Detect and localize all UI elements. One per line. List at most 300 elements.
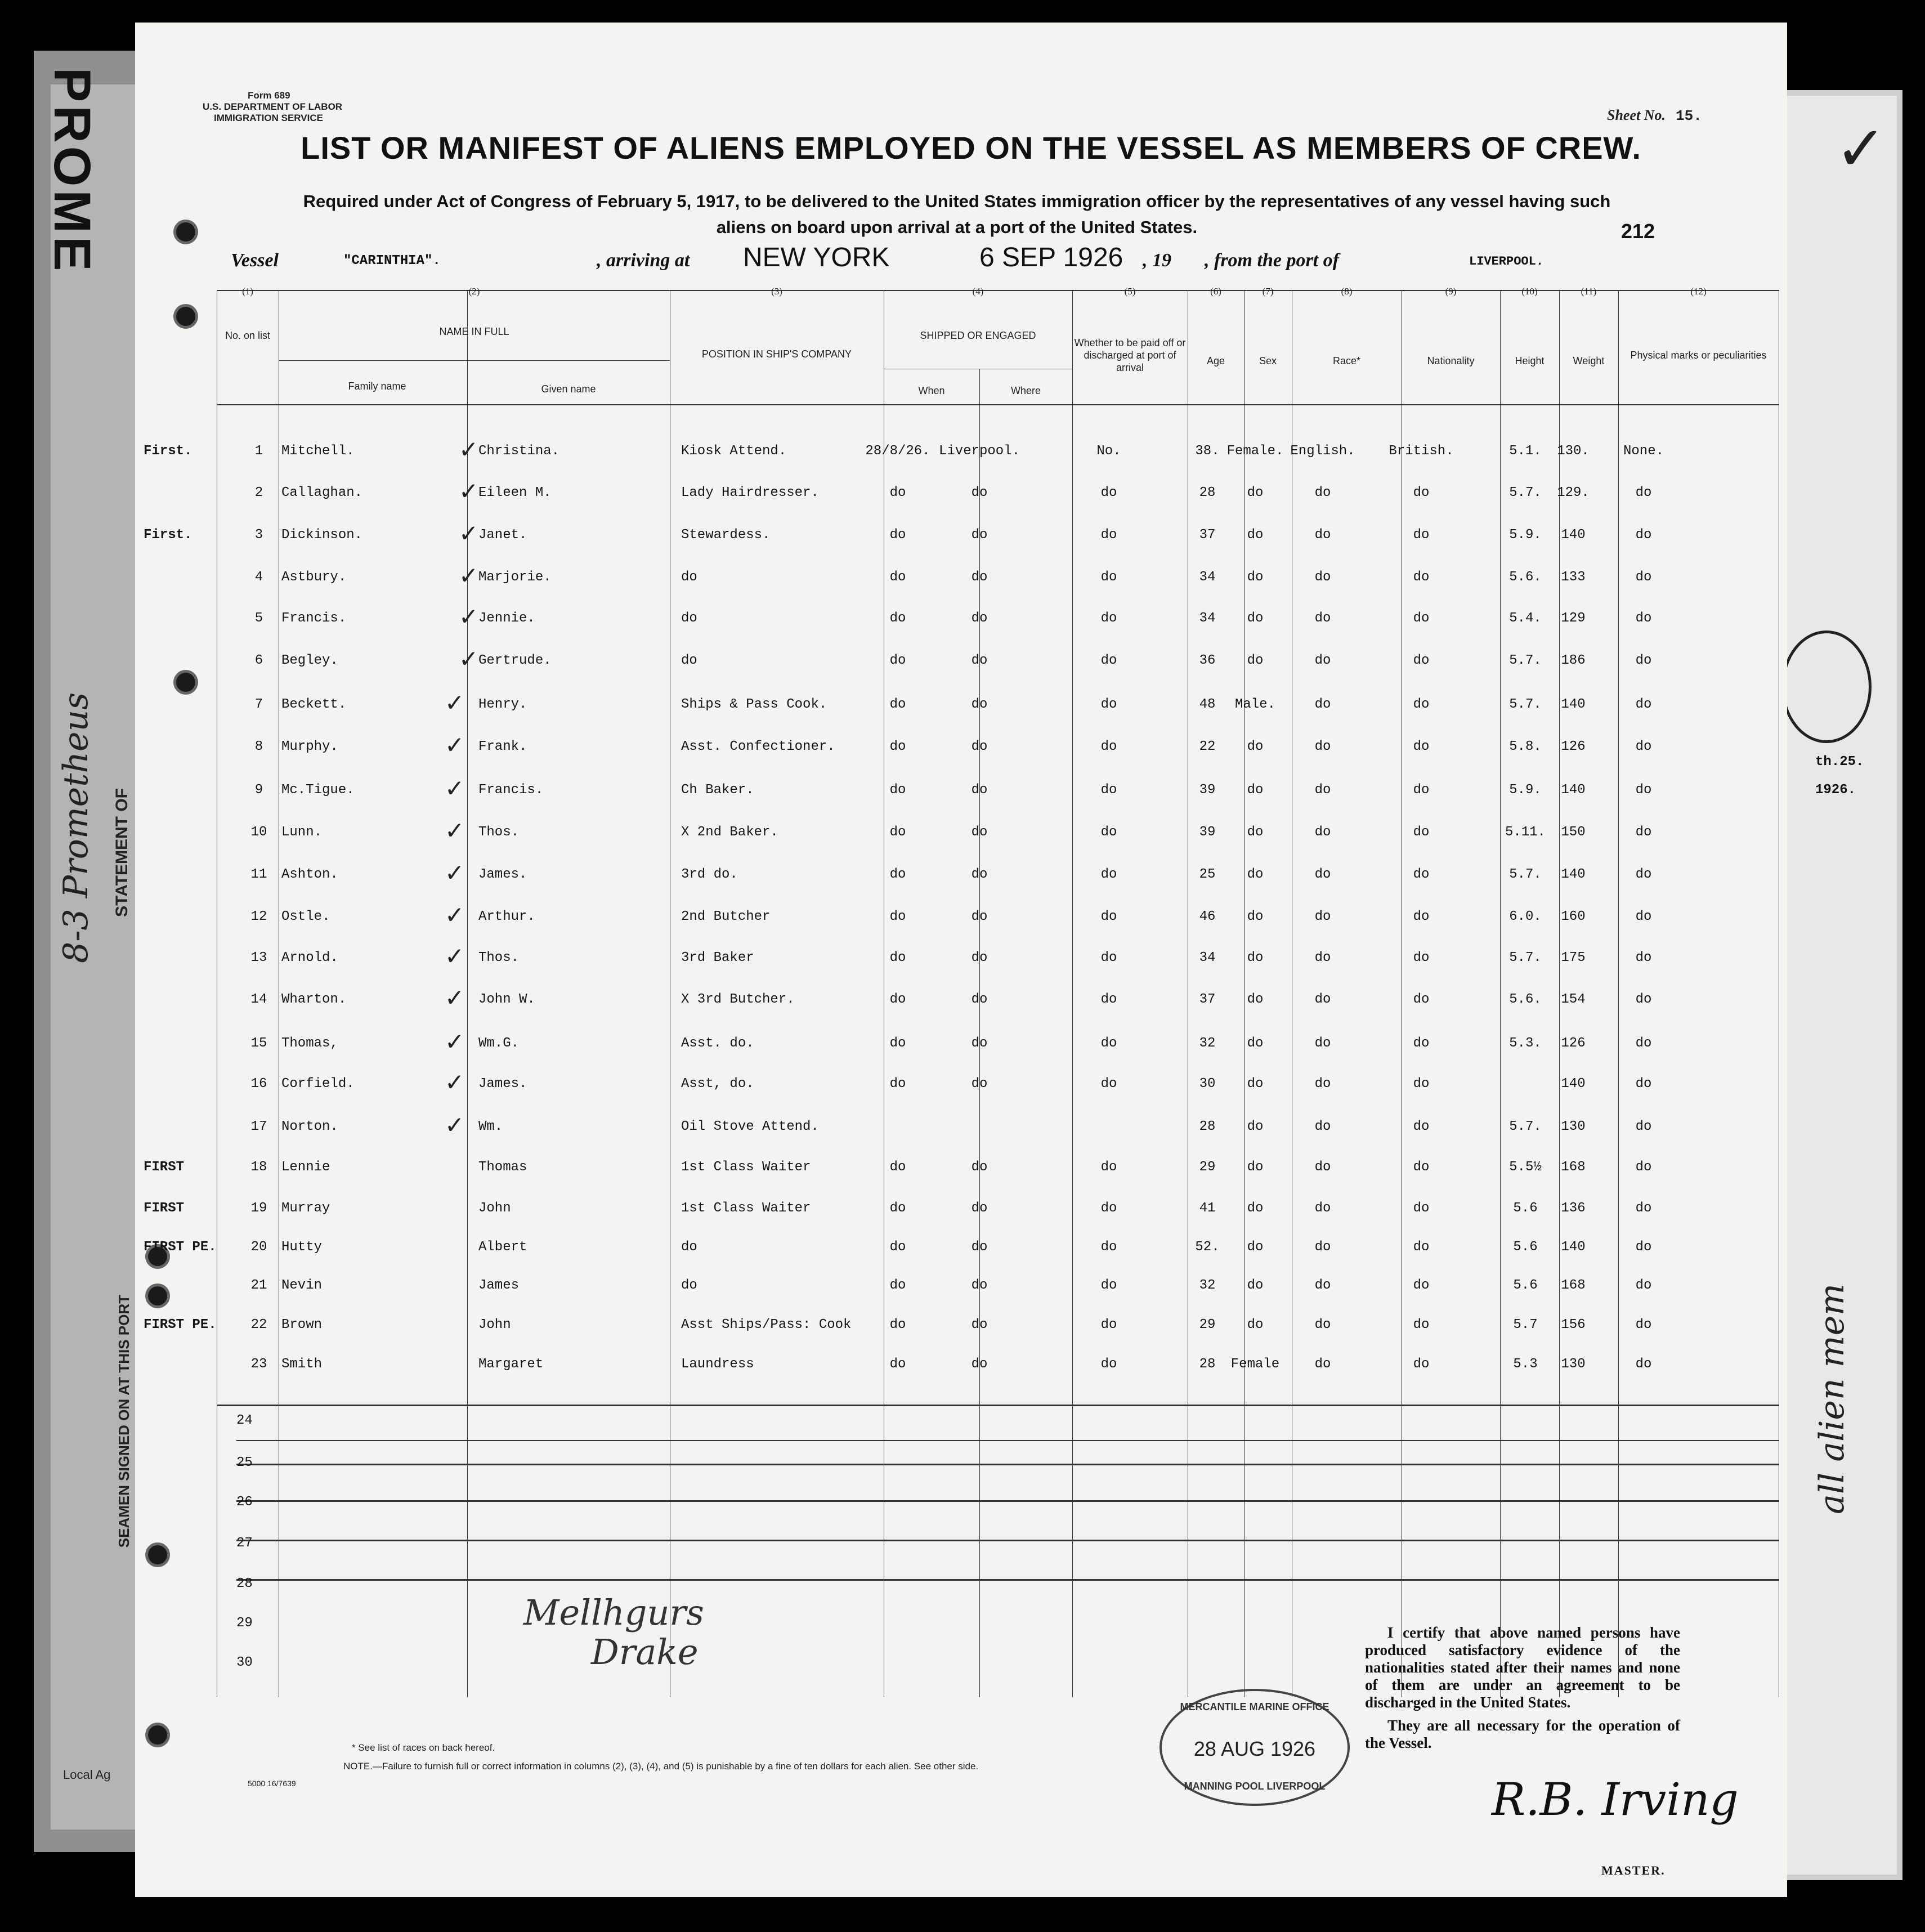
table-row [0,436,1925,483]
cell-family: Murray [281,1201,330,1216]
cell-no: 17 [250,1119,267,1134]
cell-height: 5.5½ [1509,1160,1542,1175]
cell-when: do [889,1076,906,1092]
cell-family: Beckett. [281,697,347,712]
check-mark-icon: ✓ [445,942,465,970]
cell-nationality: do [1413,909,1430,924]
cell-marks: do [1635,485,1652,500]
cell-marks: do [1635,611,1652,626]
cell-paid: No. [1096,444,1121,459]
header-no-on-list: No. on list [225,330,271,341]
cell-when: do [889,950,906,965]
cell-race: do [1314,1240,1331,1255]
header-when: When [918,385,945,396]
cell-when: do [889,485,906,500]
header-physical-marks: Physical marks or peculiarities [1630,350,1767,361]
cell-nationality: do [1413,867,1430,882]
cell-where: do [971,1036,988,1051]
cell-paid: do [1100,485,1117,500]
cell-sex: do [1247,867,1264,882]
cell-label: FIRST PE. [144,1317,217,1332]
cell-given: James [478,1278,520,1293]
table-row [0,731,1925,779]
cell-sex: do [1247,1076,1264,1092]
binder-hole-icon [148,1725,167,1745]
cell-marks: do [1635,653,1652,668]
cell-sex: do [1247,782,1264,798]
cell-height: 5.7. [1509,1119,1542,1134]
cell-age: 36 [1199,653,1216,668]
row-26-rule [236,1464,1779,1465]
cell-height: 5.11. [1505,825,1546,840]
cell-given: John W. [478,992,535,1007]
cell-where: do [971,1240,988,1255]
cell-height: 5.4. [1509,611,1542,626]
column-number: (12) [1690,286,1707,297]
cell-age: 39 [1199,825,1216,840]
binder-hole-icon [176,307,195,326]
cell-paid: do [1100,1076,1117,1092]
cell-race: do [1314,485,1331,500]
cell-where: do [971,1076,988,1092]
cell-age: 34 [1199,611,1216,626]
cell-position: Lady Hairdresser. [681,485,819,500]
row-24-rule [217,1405,1779,1406]
cell-where: do [971,1201,988,1216]
cell-sex: do [1247,1160,1264,1175]
cell-position: do [681,611,697,626]
service-label: IMMIGRATION SERVICE [214,113,323,123]
cell-age: 48 [1199,697,1216,712]
cell-paid: do [1100,739,1117,754]
check-mark-icon: ✓ [445,689,465,717]
cell-age: 34 [1199,570,1216,585]
cell-race: do [1314,782,1331,798]
cell-weight: 140 [1561,527,1586,543]
cell-when: do [889,611,906,626]
certification-text: I certify that above named persons have produced satisfactory evidence of the nationalities stated after their names and none of them are under an agreement to be discharged in the United States. They are all necessary for the operation of the Vessel. [1365,1624,1680,1751]
header-name-in-full: NAME IN FULL [439,326,509,337]
cell-height: 5.7. [1509,653,1542,668]
cell-where: Liverpool. [938,444,1020,459]
cell-marks: None. [1623,444,1664,459]
table-row [0,1160,1925,1199]
sheet-number: Sheet No. 15. [1607,107,1702,124]
cell-race: do [1314,739,1331,754]
cell-nationality: do [1413,1119,1430,1134]
check-mark-icon: ✓ [459,477,479,505]
spine-text: PROME [43,68,101,275]
cell-label: FIRST [144,1160,185,1175]
cell-no: 21 [250,1278,267,1293]
cell-when: do [889,1278,906,1293]
margin-handwriting: all alien mem [1812,1283,1852,1514]
cell-no: 6 [254,653,263,668]
cell-race: do [1314,653,1331,668]
binder-hole-icon [148,1545,167,1564]
manifest-subtitle: Required under Act of Congress of February 5, 1917, to be delivered to the United States immigration officer by the representatives of any vessel having such aliens on board upon arrival at a port of the United States. [303,191,1611,237]
header-nationality: Nationality [1427,355,1475,366]
cell-nationality: do [1413,611,1430,626]
cell-age: 25 [1199,867,1216,882]
cell-where: do [971,1160,988,1175]
cell-height: 5.7. [1509,485,1542,500]
header-height: Height [1515,355,1545,366]
cell-paid: do [1100,950,1117,965]
cell-nationality: do [1413,739,1430,754]
from-port-label: , from the port of [1205,250,1339,271]
cell-where: do [971,1278,988,1293]
column-rule [979,369,980,1697]
column-number: (3) [771,286,782,297]
cell-age: 46 [1199,909,1216,924]
cell-when: do [889,782,906,798]
cell-position: do [681,570,697,585]
cell-age: 28 [1199,1119,1216,1134]
cell-given: Janet. [478,527,527,543]
cell-when: do [889,909,906,924]
arriving-label: , arriving at [597,250,690,271]
cell-when: do [889,1160,906,1175]
cell-no: 14 [250,992,267,1007]
column-number: (1) [242,286,253,297]
cell-label: First. [144,444,192,459]
check-mark-icon: ✓ [459,520,479,547]
year-label: , 19 [1143,250,1171,271]
cell-family: Ashton. [281,867,338,882]
cell-given: Marjorie. [478,570,552,585]
cell-family: Mitchell. [281,444,355,459]
column-number: (7) [1262,286,1274,297]
tick-icon: ✓ [1835,113,1887,185]
cell-age: 38. [1195,444,1220,459]
header-given-name: Given name [541,383,596,395]
cell-when: do [889,867,906,882]
cell-given: John [478,1317,511,1332]
cell-label: FIRST PE. [144,1240,217,1255]
cell-weight: 150 [1561,825,1586,840]
cell-family: Callaghan. [281,485,363,500]
row-25-rule [236,1440,1779,1441]
cell-position: 1st Class Waiter [681,1160,811,1175]
cell-nationality: do [1413,825,1430,840]
cell-marks: do [1635,909,1652,924]
cell-family: Begley. [281,653,338,668]
header-bottom-rule [217,404,1779,405]
cell-age: 39 [1199,782,1216,798]
cell-race: do [1314,1160,1331,1175]
check-mark-icon: ✓ [445,901,465,929]
cell-given: Albert [478,1240,527,1255]
cell-where: do [971,825,988,840]
cell-position: X 2nd Baker. [681,825,778,840]
master-label: MASTER. [1601,1863,1666,1877]
cell-family: Astbury. [281,570,347,585]
cell-family: Murphy. [281,739,338,754]
cell-given: Thos. [478,950,520,965]
cell-no: 8 [254,739,263,754]
margin-date-1: th.25. [1815,754,1864,770]
cell-family: Smith [281,1357,323,1372]
cell-sex: do [1247,485,1264,500]
cell-race: do [1314,867,1331,882]
cell-no: 19 [250,1201,267,1216]
cell-height: 5.6 [1513,1201,1538,1216]
cell-where: do [971,697,988,712]
cell-when: do [889,1240,906,1255]
cell-sex: Female. [1226,444,1284,459]
master-signature: R.B. Irving [1492,1773,1739,1826]
check-mark-icon: ✓ [445,1028,465,1056]
empty-row-number: 28 [236,1576,253,1591]
table-row [0,1317,1925,1357]
column-number: (9) [1445,286,1457,297]
cell-race: do [1314,909,1331,924]
arrival-port: NEW YORK [743,243,890,272]
cell-weight: 154 [1561,992,1586,1007]
table-row [0,1201,1925,1240]
cell-height: 5.7. [1509,950,1542,965]
mercantile-marine-office-stamp: MERCANTILE MARINE OFFICE 28 AUG 1926 MANNING POOL LIVERPOOL [1160,1689,1350,1806]
column-number: (4) [972,286,984,297]
cell-marks: do [1635,1160,1652,1175]
table-row [0,1278,1925,1317]
cell-paid: do [1100,653,1117,668]
cell-race: do [1314,1201,1331,1216]
cell-paid: do [1100,1240,1117,1255]
cell-age: 29 [1199,1317,1216,1332]
cell-given: Francis. [478,782,544,798]
cell-position: X 3rd Butcher. [681,992,795,1007]
cell-no: 20 [250,1240,267,1255]
cell-sex: Male. [1234,697,1275,712]
cell-where: do [971,739,988,754]
cell-sex: do [1247,739,1264,754]
local-agent-label: Local Ag [63,1768,111,1782]
header-where: Where [1010,385,1041,396]
cell-marks: do [1635,697,1652,712]
cell-given: Frank. [478,739,527,754]
cell-family: Nevin [281,1278,323,1293]
cell-where: do [971,1357,988,1372]
cell-weight: 168 [1561,1278,1586,1293]
cell-paid: do [1100,611,1117,626]
cell-label: FIRST [144,1201,185,1216]
cell-position: Laundress [681,1357,754,1372]
cell-sex: do [1247,570,1264,585]
cell-height: 6.0. [1509,909,1542,924]
arrival-date: 6 SEP 1926 [979,243,1123,272]
cell-weight: 140 [1561,867,1586,882]
cell-paid: do [1100,992,1117,1007]
check-mark-icon: ✓ [459,562,479,589]
cell-nationality: do [1413,1278,1430,1293]
cell-where: do [971,653,988,668]
cell-no: 4 [254,570,263,585]
cell-race: do [1314,1278,1331,1293]
cell-nationality: do [1413,1201,1430,1216]
header-paid-off: Whether to be paid off or discharged at port of arrival [1074,337,1186,373]
cell-position: Stewardess. [681,527,771,543]
cell-no: 7 [254,697,263,712]
cell-no: 5 [254,611,263,626]
cell-when: do [889,1036,906,1051]
cell-weight: 129 [1561,611,1586,626]
cell-age: 52. [1195,1240,1220,1255]
cell-position: Ships & Pass Cook. [681,697,827,712]
cell-nationality: do [1413,1240,1430,1255]
cell-where: do [971,1317,988,1332]
row-29-rule [236,1579,1779,1581]
cell-race: do [1314,950,1331,965]
cell-sex: do [1247,653,1264,668]
penalty-note: NOTE.—Failure to furnish full or correct information in columns (2), (3), (4), and (5) is punishable by a fine of ten dollars for each alien. See other side. [343,1761,979,1772]
empty-row-number: 27 [236,1536,253,1551]
cell-where: do [971,527,988,543]
table-row [0,1028,1925,1075]
table-row [0,520,1925,567]
column-number: (8) [1341,286,1353,297]
cell-no: 13 [250,950,267,965]
check-mark-icon: ✓ [445,775,465,802]
table-row [0,901,1925,949]
cell-where: do [971,992,988,1007]
race-note: * See list of races on back hereof. [352,1742,495,1753]
header-race: Race* [1332,355,1361,366]
cell-sex: do [1247,1240,1264,1255]
cell-weight: 126 [1561,739,1586,754]
column-number: (5) [1124,286,1136,297]
check-mark-icon: ✓ [459,603,479,630]
cell-paid: do [1100,1317,1117,1332]
cell-given: James. [478,1076,527,1092]
cell-position: Asst. Confectioner. [681,739,835,754]
cell-paid: do [1100,867,1117,882]
header-position: POSITION IN SHIP'S COMPANY [701,348,852,360]
cell-label: First. [144,527,192,543]
cell-race: do [1314,1076,1331,1092]
column-number: (6) [1210,286,1221,297]
cell-where: do [971,950,988,965]
cell-when: do [889,570,906,585]
cell-paid: do [1100,570,1117,585]
cell-nationality: do [1413,1317,1430,1332]
table-row [0,1111,1925,1159]
cell-marks: do [1635,825,1652,840]
cell-given: Eileen M. [478,485,552,500]
table-row [0,477,1925,525]
header-shipped-or-engaged: SHIPPED OR ENGAGED [920,330,1036,341]
department-label: U.S. DEPARTMENT OF LABOR [203,101,343,112]
cell-weight: 160 [1561,909,1586,924]
cell-marks: do [1635,1076,1652,1092]
cell-age: 29 [1199,1160,1216,1175]
cell-sex: do [1247,527,1264,543]
check-mark-icon: ✓ [445,731,465,759]
cell-marks: do [1635,1119,1652,1134]
table-row [0,817,1925,864]
cell-age: 30 [1199,1076,1216,1092]
cell-height: 5.7 [1513,1317,1538,1332]
spine-statement: STATEMENT OF [113,788,131,917]
cell-no: 9 [254,782,263,798]
cell-no: 12 [250,909,267,924]
cell-weight: 130 [1561,1357,1586,1372]
cell-marks: do [1635,950,1652,965]
cell-height: 5.6 [1513,1278,1538,1293]
cell-family: Lennie [281,1160,330,1175]
cell-nationality: do [1413,1076,1430,1092]
cell-sex: do [1247,825,1264,840]
cell-weight: 140 [1561,1076,1586,1092]
cell-race: do [1314,992,1331,1007]
cell-marks: do [1635,1201,1652,1216]
cell-sex: do [1247,909,1264,924]
cell-when: 28/8/26. [865,444,930,459]
cell-paid: do [1100,697,1117,712]
spine-handwriting: 8-3 Prometheus [56,692,96,963]
name-subheader-rule [279,360,670,361]
cell-given: Gertrude. [478,653,552,668]
header-family-name: Family name [348,381,406,392]
cell-sex: do [1247,1317,1264,1332]
empty-row-number: 24 [236,1413,253,1428]
cell-when: do [889,527,906,543]
cell-given: Christina. [478,444,560,459]
cell-height: 5.3. [1509,1036,1542,1051]
cell-given: Thos. [478,825,520,840]
cell-height: 5.9. [1509,782,1542,798]
cell-marks: do [1635,1317,1652,1332]
cell-height: 5.9. [1509,527,1542,543]
cell-no: 3 [254,527,263,543]
cell-age: 28 [1199,485,1216,500]
vessel-label: Vessel [231,250,279,271]
column-number: (2) [468,286,480,297]
table-row [0,603,1925,650]
cell-sex: do [1247,1119,1264,1134]
cell-family: Norton. [281,1119,338,1134]
cell-age: 37 [1199,527,1216,543]
cell-marks: do [1635,992,1652,1007]
cell-nationality: do [1413,1357,1430,1372]
cell-given: Margaret [478,1357,544,1372]
cell-sex: do [1247,1036,1264,1051]
cell-position: Ch Baker. [681,782,754,798]
cell-family: Wharton. [281,992,347,1007]
cell-weight: 175 [1561,950,1586,965]
cell-where: do [971,782,988,798]
cell-weight: 186 [1561,653,1586,668]
cell-height: 5.3 [1513,1357,1538,1372]
cell-nationality: do [1413,527,1430,543]
cell-where: do [971,611,988,626]
cell-marks: do [1635,739,1652,754]
cell-weight: 140 [1561,1240,1586,1255]
cell-given: John [478,1201,511,1216]
header-weight: Weight [1573,355,1605,366]
cell-race: do [1314,1036,1331,1051]
cell-marks: do [1635,1240,1652,1255]
cell-no: 15 [250,1036,267,1051]
cell-weight: 168 [1561,1160,1586,1175]
cell-nationality: do [1413,992,1430,1007]
binder-hole-icon [176,222,195,242]
cell-race: do [1314,527,1331,543]
header-sex: Sex [1259,355,1277,366]
cell-where: do [971,485,988,500]
check-mark-icon: ✓ [459,645,479,673]
